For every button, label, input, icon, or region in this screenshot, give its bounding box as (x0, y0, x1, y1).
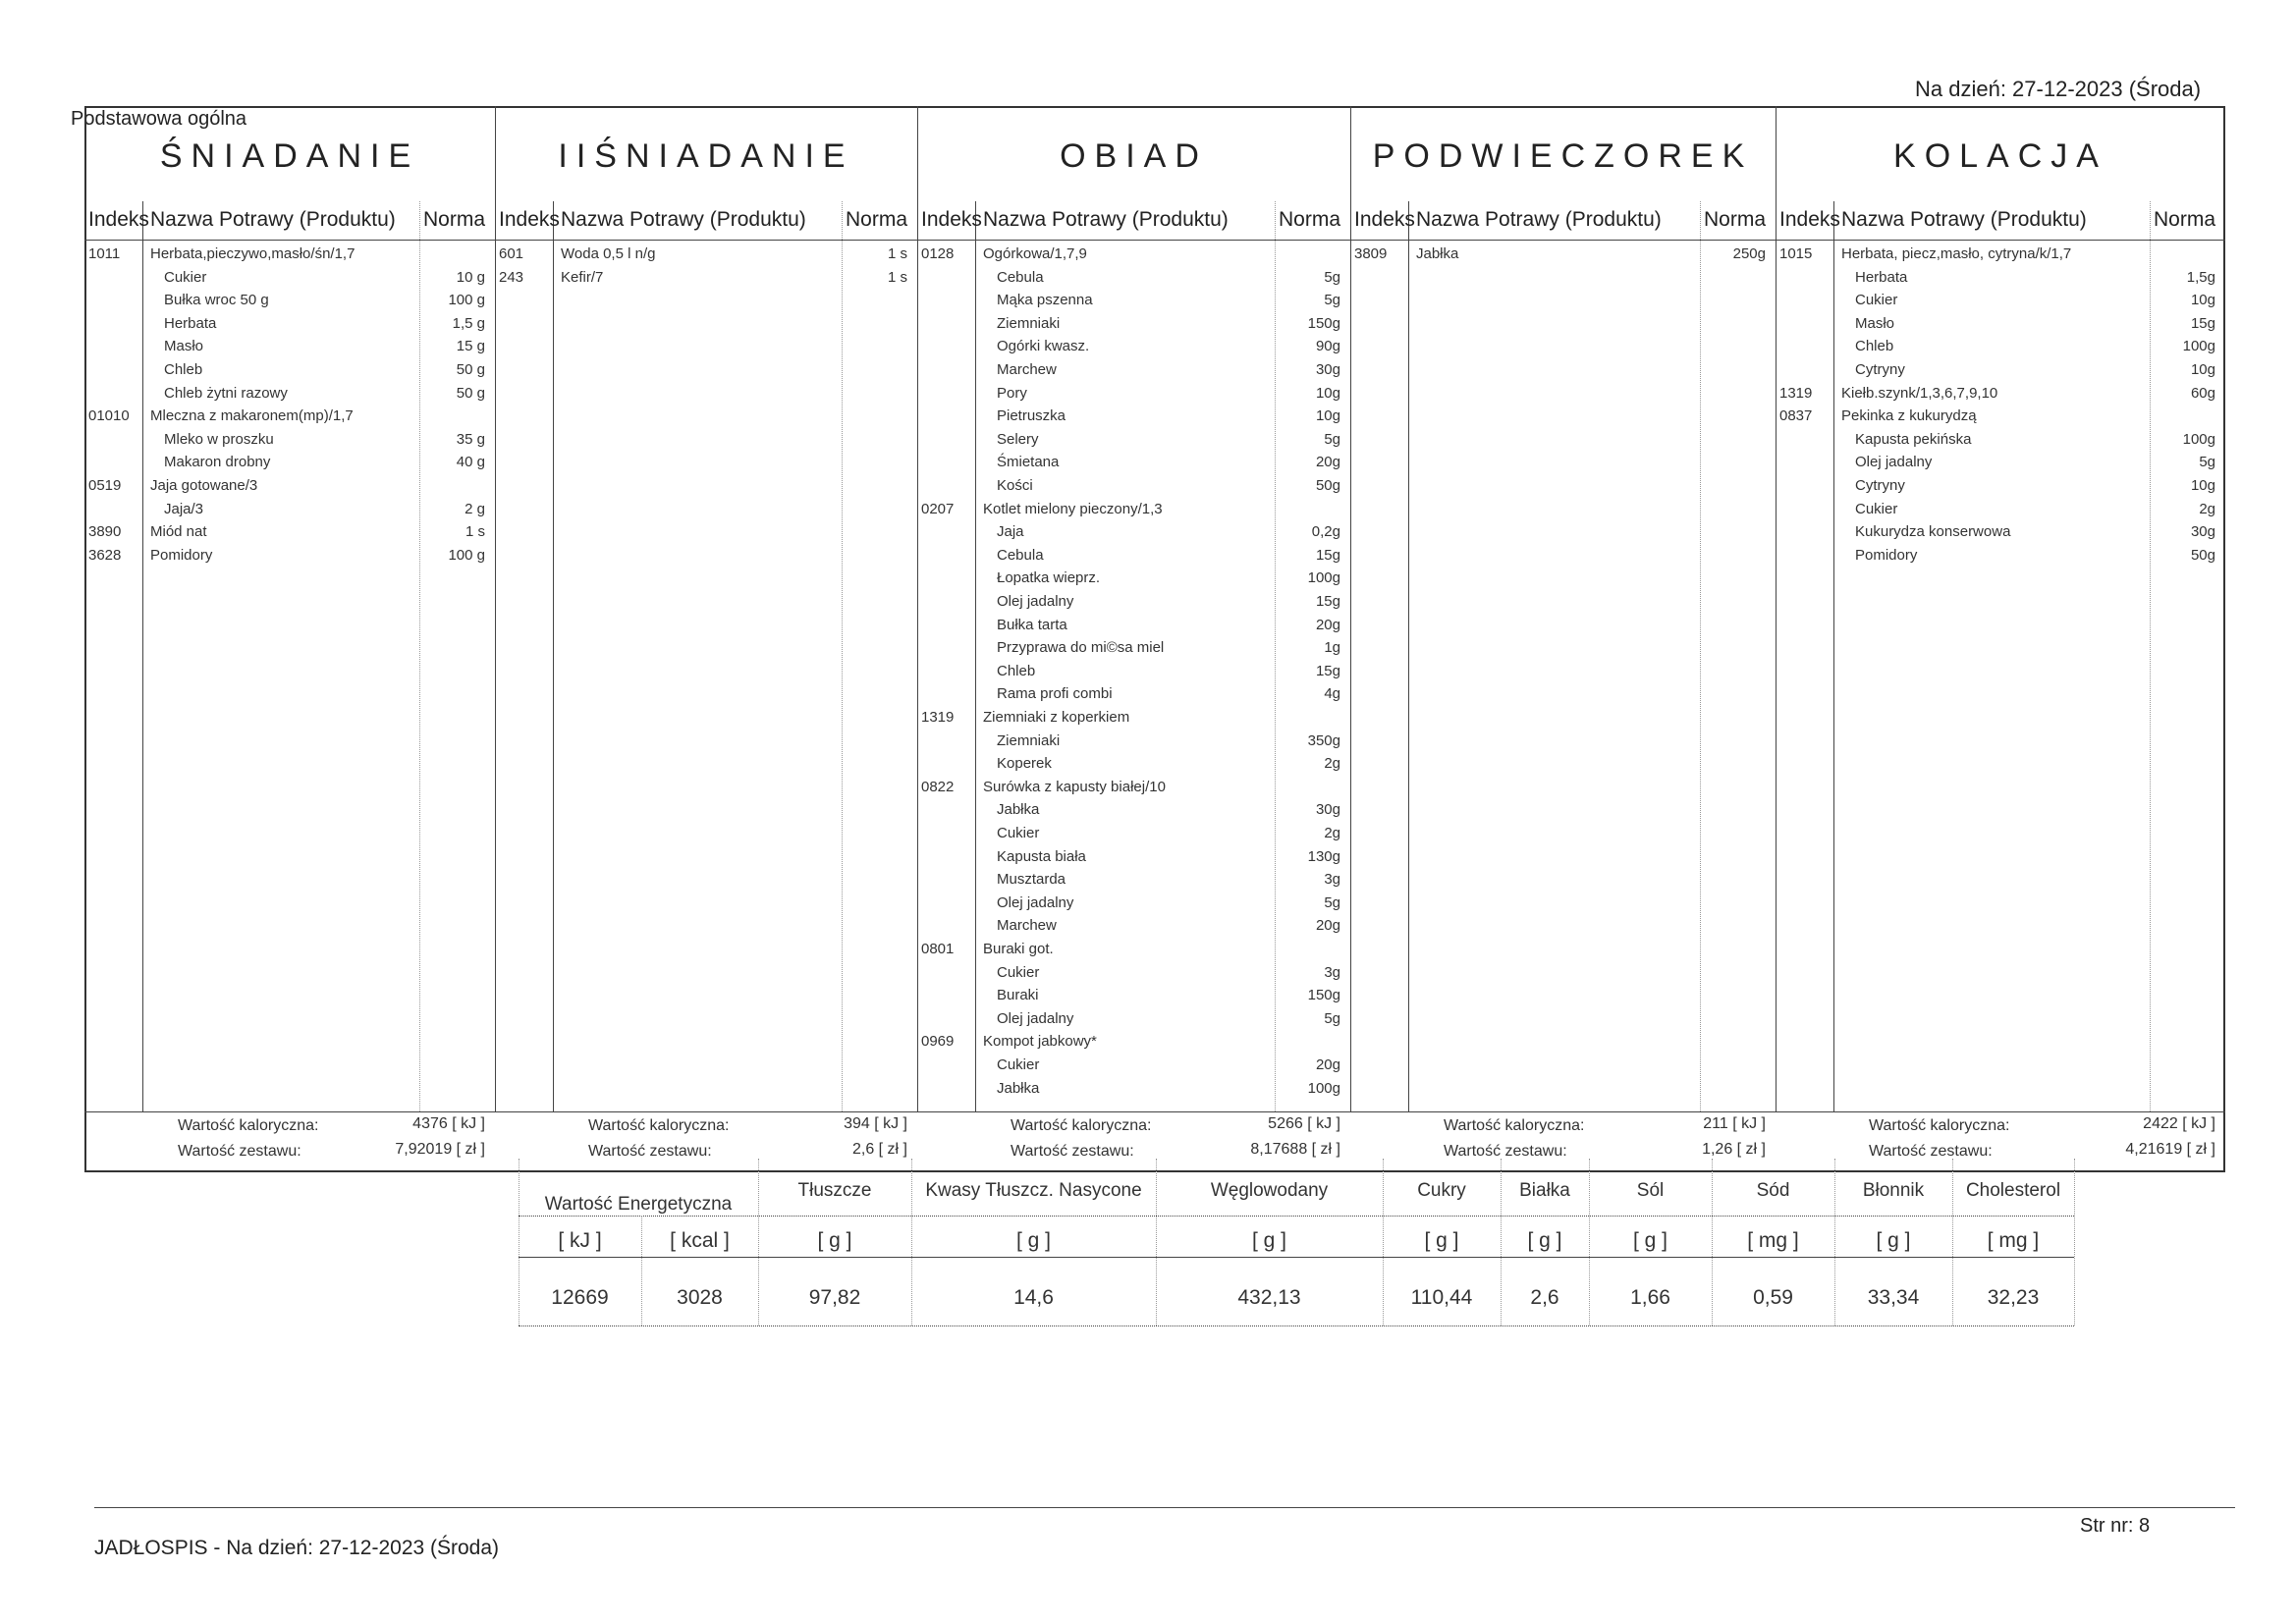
row-indeks: 1319 (1779, 384, 1813, 402)
row-indeks: 1015 (1779, 245, 1813, 262)
row-norma: 100 g (448, 546, 485, 564)
row-name: Ziemniaki (997, 314, 1061, 332)
nt-unit: [ g ] (1876, 1229, 1911, 1252)
row-name: Pory (997, 384, 1027, 402)
row-indeks: 0837 (1779, 407, 1813, 425)
row-name: Chleb (1855, 338, 1894, 355)
row-name: Chleb żytni razowy (164, 384, 288, 402)
row-norma: 1 s (887, 268, 907, 286)
zest-value: 8,17688 [ zł ] (1250, 1141, 1340, 1158)
row-norma: 150g (1307, 987, 1340, 1004)
row-name: Chleb (164, 361, 203, 378)
row-name: Pomidory (1855, 546, 1918, 564)
row-name: Kukurydza konserwowa (1855, 523, 2011, 541)
row-name: Buraki (997, 987, 1039, 1004)
col-norma: Norma (1279, 208, 1341, 231)
row-name: Chleb (997, 662, 1036, 679)
nt-header: Tłuszcze (797, 1180, 872, 1201)
row-norma: 5g (1324, 292, 1340, 309)
row-name: Cukier (997, 825, 1040, 841)
row-norma: 100g (2182, 430, 2215, 448)
indeks-divider (142, 201, 143, 1111)
row-name: Ziemniaki (997, 731, 1061, 749)
row-name: Jaja gotowane/3 (150, 477, 258, 494)
col-nazwa: Nazwa Potrawy (Produktu) (561, 208, 806, 231)
nt-divider (2074, 1159, 2075, 1325)
row-norma: 10g (2190, 292, 2215, 309)
kal-label: Wartość kaloryczna: (588, 1117, 730, 1134)
kal-value: 211 [ kJ ] (1703, 1115, 1766, 1132)
col-nazwa: Nazwa Potrawy (Produktu) (983, 208, 1229, 231)
row-name: Makaron drobny (164, 454, 271, 471)
row-name: Kapusta pekińska (1855, 430, 1972, 448)
row-name: Cebula (997, 546, 1044, 564)
zest-value: 1,26 [ zł ] (1702, 1141, 1766, 1158)
zest-value: 4,21619 [ zł ] (2125, 1141, 2215, 1158)
indeks-divider (553, 201, 554, 1111)
row-norma: 50 g (456, 384, 485, 402)
row-norma: 1g (1324, 639, 1340, 657)
row-norma: 5g (2199, 454, 2215, 471)
row-name: Przyprawa do mi©sa miel (997, 639, 1165, 657)
row-norma: 1,5 g (452, 314, 485, 332)
zest-value: 2,6 [ zł ] (851, 1141, 907, 1158)
nt-rule (519, 1325, 2074, 1326)
meal-title: KOLACJA (1893, 137, 2107, 175)
row-name: Musztarda (997, 871, 1066, 889)
row-norma: 50g (1315, 477, 1340, 494)
row-name: Marchew (997, 361, 1057, 378)
nt-unit: [ g ] (1251, 1229, 1287, 1252)
kal-label: Wartość kaloryczna: (178, 1117, 319, 1134)
row-norma: 100 g (448, 292, 485, 309)
indeks-divider (975, 201, 976, 1111)
row-indeks: 0969 (921, 1033, 955, 1051)
row-name: Kapusta biała (997, 847, 1086, 865)
footer-rule (94, 1507, 2235, 1508)
row-name: Olej jadalny (1855, 454, 1933, 471)
meal-title: OBIAD (1060, 137, 1208, 175)
row-name: Bułka wroc 50 g (164, 292, 269, 309)
nt-header: Białka (1519, 1180, 1570, 1201)
row-name: Kości (997, 477, 1033, 494)
col-nazwa: Nazwa Potrawy (Produktu) (1416, 208, 1662, 231)
row-name: Cukier (997, 963, 1040, 981)
row-name: Olej jadalny (997, 593, 1074, 610)
row-norma: 5g (1324, 893, 1340, 911)
row-name: Kefir/7 (561, 268, 604, 286)
row-norma: 10g (2190, 361, 2215, 378)
row-indeks: 0207 (921, 500, 955, 517)
row-norma: 30g (2190, 523, 2215, 541)
row-name: Herbata,pieczywo,masło/śn/1,7 (150, 245, 355, 262)
nt-rule (519, 1257, 2074, 1258)
col-indeks: Indeks (1354, 208, 1415, 231)
section-divider (1350, 106, 1351, 1111)
row-name: Olej jadalny (997, 893, 1074, 911)
row-norma: 10g (1315, 407, 1340, 425)
nt-header: Cukry (1417, 1180, 1466, 1201)
row-indeks: 0801 (921, 941, 955, 957)
row-name: Pietruszka (997, 407, 1066, 425)
zest-label: Wartość zestawu: (588, 1143, 712, 1160)
zest-label: Wartość zestawu: (1011, 1143, 1134, 1160)
row-name: Kompot jabkowy* (983, 1033, 1097, 1051)
col-norma: Norma (846, 208, 908, 231)
zest-label: Wartość zestawu: (1444, 1143, 1567, 1160)
row-norma: 2g (2199, 500, 2215, 517)
col-nazwa: Nazwa Potrawy (Produktu) (150, 208, 396, 231)
row-name: Cukier (1855, 500, 1898, 517)
row-norma: 130g (1307, 847, 1340, 865)
nt-value: 3028 (677, 1286, 723, 1309)
row-name: Herbata (1855, 268, 1908, 286)
row-norma: 15g (1315, 593, 1340, 610)
row-norma: 350g (1307, 731, 1340, 749)
row-name: Jabłka (997, 801, 1040, 819)
row-indeks: 243 (499, 268, 524, 286)
row-norma: 3g (1324, 871, 1340, 889)
nt-value: 432,13 (1237, 1286, 1301, 1309)
row-name: Ogórkowa/1,7,9 (983, 245, 1087, 262)
kal-value: 5266 [ kJ ] (1268, 1115, 1340, 1132)
row-name: Mąka pszenna (997, 292, 1093, 309)
row-name: Mleczna z makaronem(mp)/1,7 (150, 407, 354, 425)
nt-value: 33,34 (1867, 1286, 1920, 1309)
indeks-divider (1408, 201, 1409, 1111)
kal-value: 2422 [ kJ ] (2143, 1115, 2215, 1132)
nt-value: 12669 (551, 1286, 609, 1309)
row-indeks: 1319 (921, 709, 955, 726)
row-norma: 15g (2190, 314, 2215, 332)
row-name: Cukier (164, 268, 207, 286)
row-norma: 15g (1315, 546, 1340, 564)
nt-header: Błonnik (1862, 1180, 1925, 1201)
row-norma: 20g (1315, 1056, 1340, 1073)
row-norma: 4g (1324, 685, 1340, 703)
meal-title: ŚNIADANIE (159, 137, 420, 175)
row-name: Herbata, piecz,masło, cytryna/k/1,7 (1841, 245, 2072, 262)
meal-title: PODWIECZOREK (1372, 137, 1754, 175)
row-norma: 15g (1315, 662, 1340, 679)
nt-header: Sól (1636, 1180, 1665, 1201)
row-name: Jabłka (997, 1079, 1040, 1097)
row-norma: 3g (1324, 963, 1340, 981)
nt-value: 2,6 (1530, 1286, 1559, 1309)
nt-value: 1,66 (1630, 1286, 1670, 1309)
row-name: Rama profi combi (997, 685, 1113, 703)
row-indeks: 0519 (88, 477, 122, 494)
nt-header: Kwasy Tłuszcz. Nasycone (925, 1180, 1142, 1201)
col-norma: Norma (1704, 208, 1767, 231)
menu-type: Podstawowa ogólna (71, 108, 247, 130)
nt-unit: [ g ] (1632, 1229, 1668, 1252)
col-indeks: Indeks (1779, 208, 1840, 231)
row-name: Kiełb.szynk/1,3,6,7,9,10 (1841, 384, 1998, 402)
row-norma: 60g (2190, 384, 2215, 402)
row-name: Pekinka z kukurydzą (1841, 407, 1977, 425)
row-name: Surówka z kapusty białej/10 (983, 778, 1166, 795)
row-name: Jabłka (1416, 245, 1459, 262)
norma-divider (1700, 201, 1701, 1111)
kal-value: 4376 [ kJ ] (412, 1115, 485, 1132)
row-name: Cukier (997, 1056, 1040, 1073)
kal-value: 394 [ kJ ] (844, 1115, 907, 1132)
page-number: Str nr: 8 (2080, 1515, 2151, 1537)
nt-value: 32,23 (1987, 1286, 2040, 1309)
row-name: Koperek (997, 755, 1052, 773)
row-name: Jaja/3 (164, 500, 204, 517)
nt-unit: [ g ] (1015, 1229, 1052, 1252)
nt-header: Wartość Energetyczna (544, 1194, 733, 1215)
row-norma: 30g (1315, 361, 1340, 378)
kal-label: Wartość kaloryczna: (1444, 1117, 1585, 1134)
row-indeks: 0822 (921, 778, 955, 795)
nt-rule (519, 1216, 2074, 1217)
zest-label: Wartość zestawu: (178, 1143, 301, 1160)
row-norma: 2 g (465, 500, 485, 517)
row-norma: 10g (1315, 384, 1340, 402)
row-name: Pomidory (150, 546, 213, 564)
nt-unit: [ g ] (1424, 1229, 1459, 1252)
row-norma: 40 g (456, 454, 485, 471)
section-divider (1776, 106, 1777, 1111)
row-indeks: 3809 (1354, 245, 1388, 262)
nt-header: Sód (1756, 1180, 1790, 1201)
nutrition-table (519, 1159, 2074, 1329)
row-name: Olej jadalny (997, 1009, 1074, 1027)
row-indeks: 1011 (88, 245, 121, 262)
row-name: Jaja (997, 523, 1024, 541)
row-norma: 1 s (887, 245, 907, 262)
nt-value: 14,6 (1013, 1286, 1054, 1309)
row-name: Cebula (997, 268, 1044, 286)
row-name: Mleko w proszku (164, 430, 274, 448)
meal-title: IIŚNIADANIE (558, 137, 854, 175)
row-norma: 50g (2190, 546, 2215, 564)
header-date: Na dzień: 27-12-2023 (Środa) (1915, 77, 2202, 101)
kal-label: Wartość kaloryczna: (1011, 1117, 1152, 1134)
row-norma: 150g (1307, 314, 1340, 332)
nt-unit: [ mg ] (1747, 1229, 1799, 1252)
row-indeks: 01010 (88, 407, 130, 425)
col-indeks: Indeks (88, 208, 149, 231)
zest-value: 7,92019 [ zł ] (395, 1141, 485, 1158)
row-name: Łopatka wieprz. (997, 569, 1101, 587)
row-norma: 50 g (456, 361, 485, 378)
row-indeks: 3628 (88, 546, 122, 564)
row-norma: 5g (1324, 1009, 1340, 1027)
row-norma: 20g (1315, 616, 1340, 633)
row-name: Cytryny (1855, 361, 1905, 378)
row-name: Cytryny (1855, 477, 1905, 494)
row-norma: 100g (2182, 338, 2215, 355)
nt-unit: [ g ] (817, 1229, 852, 1252)
row-name: Masło (164, 338, 204, 355)
row-norma: 250g (1732, 245, 1766, 262)
row-norma: 10g (2190, 477, 2215, 494)
header-rule (84, 240, 2225, 241)
nt-value: 97,82 (808, 1286, 861, 1309)
row-norma: 100g (1307, 569, 1340, 587)
row-indeks: 601 (499, 245, 524, 262)
nt-header: Węglowodany (1210, 1180, 1329, 1201)
row-norma: 5g (1324, 430, 1340, 448)
row-name: Bułka tarta (997, 616, 1067, 633)
indeks-divider (1833, 201, 1834, 1111)
row-norma: 5g (1324, 268, 1340, 286)
col-indeks: Indeks (499, 208, 560, 231)
col-nazwa: Nazwa Potrawy (Produktu) (1841, 208, 2087, 231)
nt-value: 0,59 (1753, 1286, 1793, 1309)
row-indeks: 3890 (88, 523, 122, 541)
row-norma: 15 g (456, 338, 485, 355)
row-norma: 1,5g (2186, 268, 2215, 286)
row-norma: 100g (1307, 1079, 1340, 1097)
nt-unit: [ kcal ] (670, 1229, 730, 1252)
row-norma: 30g (1315, 801, 1340, 819)
row-name: Ogórki kwasz. (997, 338, 1090, 355)
row-name: Miód nat (150, 523, 207, 541)
nt-header: Cholesterol (1965, 1180, 2061, 1201)
row-name: Cukier (1855, 292, 1898, 309)
summary-rule (84, 1111, 2225, 1112)
row-norma: 2g (1324, 755, 1340, 773)
row-norma: 20g (1315, 917, 1340, 935)
nt-unit: [ kJ ] (558, 1229, 602, 1252)
row-name: Herbata (164, 314, 217, 332)
row-norma: 10 g (456, 268, 485, 286)
row-indeks: 0128 (921, 245, 955, 262)
row-name: Kotlet mielony pieczony/1,3 (983, 500, 1163, 517)
row-name: Selery (997, 430, 1039, 448)
nt-unit: [ mg ] (1987, 1229, 2040, 1252)
row-name: Ziemniaki z koperkiem (983, 709, 1130, 726)
row-norma: 90g (1315, 338, 1340, 355)
row-norma: 2g (1324, 825, 1340, 841)
row-name: Woda 0,5 l n/g (561, 245, 656, 262)
kal-label: Wartość kaloryczna: (1869, 1117, 2010, 1134)
row-name: Buraki got. (983, 941, 1054, 957)
col-indeks: Indeks (921, 208, 982, 231)
row-norma: 0,2g (1311, 523, 1340, 541)
row-name: Śmietana (997, 454, 1060, 471)
row-norma: 1 s (465, 523, 485, 541)
col-norma: Norma (423, 208, 486, 231)
row-name: Masło (1855, 314, 1895, 332)
norma-divider (842, 201, 843, 1111)
row-norma: 35 g (456, 430, 485, 448)
footer-title: JADŁOSPIS - Na dzień: 27-12-2023 (Środa) (94, 1537, 500, 1559)
row-name: Marchew (997, 917, 1057, 935)
row-norma: 20g (1315, 454, 1340, 471)
zest-label: Wartość zestawu: (1869, 1143, 1993, 1160)
section-divider (917, 106, 918, 1111)
nt-unit: [ g ] (1527, 1229, 1562, 1252)
col-norma: Norma (2154, 208, 2216, 231)
nt-value: 110,44 (1410, 1286, 1473, 1309)
section-divider (495, 106, 496, 1111)
